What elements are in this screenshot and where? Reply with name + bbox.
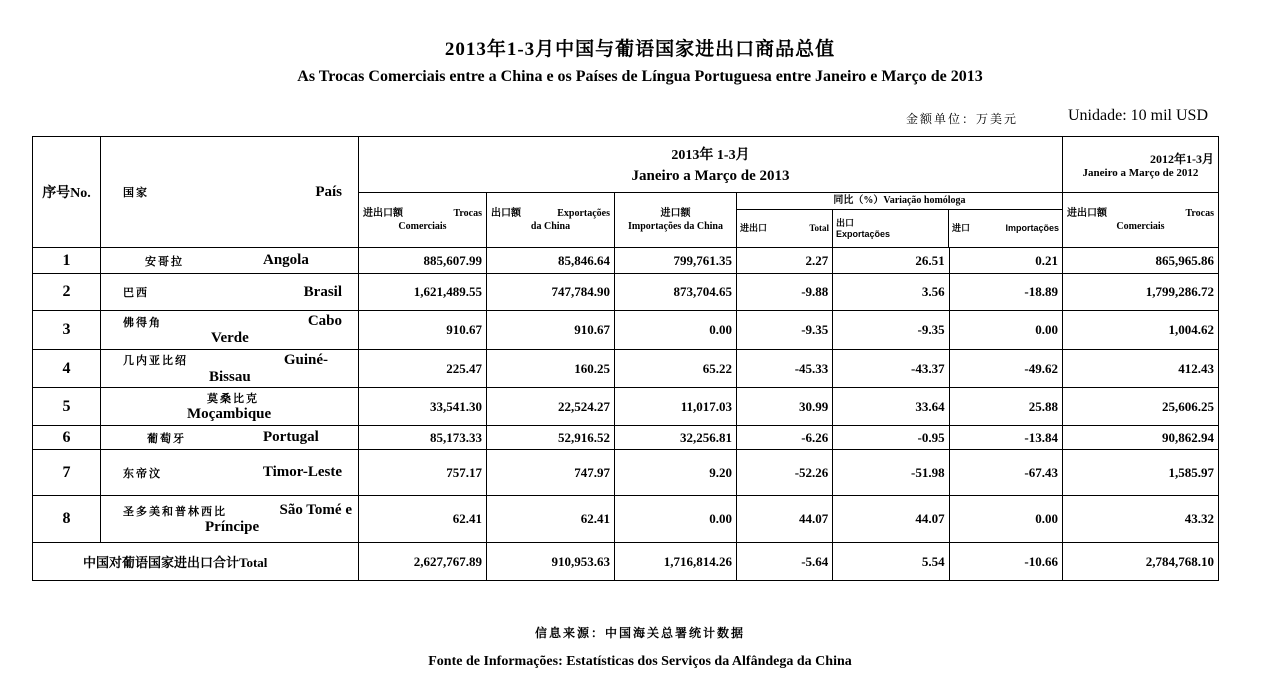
cell-trade: 62.41 [359,496,487,543]
cell-var-import: -18.89 [949,274,1062,311]
cell-var-total: 2.27 [737,248,833,274]
header-trade [359,193,487,248]
header-country-cn: 国家 [123,187,149,199]
table-row [33,311,1219,350]
cell-import: 873,704.65 [615,274,737,311]
header-import-pt: Importações da China [627,221,723,232]
header-export-pt-2: da China [530,221,571,232]
country-pt: Timor-Leste [262,464,342,480]
cell-import: 9.20 [615,450,737,496]
country-pt-2: Bissau [209,368,251,385]
cell-var-export: -43.37 [833,350,949,388]
table-row [33,350,1219,388]
cell-trade-2012: 43.32 [1063,496,1219,543]
row-country [101,388,359,426]
country-cn: 几内亚比绍 [123,355,188,367]
header-var-import-cn: 进口 [952,223,971,233]
cell-trade: 85,173.33 [359,426,487,450]
cell-var-export: 44.07 [833,496,949,543]
title-chinese: 2013年1-3月中国与葡语国家进出口商品总值 [444,39,836,60]
row-no: 5 [33,388,101,426]
cell-var-export: 26.51 [833,248,949,274]
country-pt: Moçambique [187,406,272,422]
header-import-cn: 进口额 [660,208,691,219]
row-country [101,350,359,388]
cell-trade: 910.67 [359,311,487,350]
country-pt-2: Príncipe [205,519,260,535]
row-country [101,496,359,543]
header-trade2012-pt-1: Trocas [1185,208,1214,219]
cell-import: 11,017.03 [615,388,737,426]
country-cn: 巴西 [123,287,149,299]
header-no-label: 序号No. [42,186,91,201]
total-var-import: -10.66 [949,543,1062,581]
title-portuguese: As Trocas Comerciais entre a China e os Países de Língua Portuguesa entre Janeiro e Março de 2013 [297,68,983,85]
cell-var-import: -49.62 [949,350,1062,388]
cell-var-import: 0.00 [949,311,1062,350]
header-var-total-cn: 进出口 [740,223,768,233]
country-pt: Angola [263,252,309,268]
total-var-export: 5.54 [833,543,949,581]
header-var-import-pt: Importações [1005,223,1059,233]
cell-var-import: 25.88 [949,388,1062,426]
header-trade-pt-2: Comerciais [398,221,447,232]
table-row [33,426,1219,450]
header-import [615,193,737,248]
row-no: 1 [33,248,101,274]
cell-trade-2012: 90,862.94 [1063,426,1219,450]
header-country [101,137,359,248]
cell-trade-2012: 1,004.62 [1063,311,1219,350]
header-country-pt: País [315,183,342,200]
row-no: 2 [33,274,101,311]
country-pt: Guiné- [283,351,328,368]
header-no [33,137,101,248]
country-cn: 东帝汶 [123,467,162,480]
row-no: 3 [33,311,101,350]
row-no: 6 [33,426,101,450]
cell-var-export: -9.35 [833,311,949,350]
cell-var-total: -6.26 [737,426,833,450]
cell-trade: 1,621,489.55 [359,274,487,311]
cell-trade-2012: 25,606.25 [1063,388,1219,426]
total-label [33,543,359,581]
cell-import: 65.22 [615,350,737,388]
row-country [101,311,359,350]
header-export-pt-1: Exportações [557,208,610,219]
header-trade2012-pt-2: Comerciais [1116,221,1165,232]
header-export [487,193,615,248]
row-no: 8 [33,496,101,543]
unit-chinese: 金额单位：万美元 [906,112,1019,126]
country-cn: 佛得角 [123,316,162,329]
total-label-text: 中国对葡语国家进出口合计Total [83,555,268,570]
header-period-2012 [1063,137,1219,193]
cell-trade: 885,607.99 [359,248,487,274]
cell-import: 32,256.81 [615,426,737,450]
cell-var-import: 0.21 [949,248,1062,274]
header-var-total-pt: Total [809,223,829,233]
cell-var-import: -67.43 [949,450,1062,496]
country-cn: 圣多美和普林西比 [123,505,227,518]
cell-trade: 757.17 [359,450,487,496]
row-country [101,274,359,311]
cell-trade: 33,541.30 [359,388,487,426]
cell-trade-2012: 412.43 [1063,350,1219,388]
period-2013-cn: 2013年 1-3月 [671,148,750,163]
country-pt: Portugal [263,429,319,445]
table-row [33,388,1219,426]
row-no: 7 [33,450,101,496]
country-pt: Cabo [307,313,342,329]
country-cn: 葡萄牙 [147,432,186,445]
total-export: 910,953.63 [487,543,615,581]
cell-export: 62.41 [487,496,615,543]
cell-var-export: 33.64 [833,388,949,426]
cell-var-total: -9.35 [737,311,833,350]
header-var-total [737,210,833,247]
trade-table [32,136,1219,581]
cell-export: 910.67 [487,311,615,350]
row-country [101,450,359,496]
period-2012-pt: Janeiro a Março de 2012 [1082,167,1199,179]
cell-var-total: -52.26 [737,450,833,496]
cell-trade-2012: 865,965.86 [1063,248,1219,274]
source-chinese: 信息来源：中国海关总署统计数据 [534,626,745,640]
row-country [101,426,359,450]
header-export-cn: 出口额 [491,208,521,219]
country-cn: 安哥拉 [145,255,184,268]
unit-english: Unidade: 10 mil USD [1068,107,1208,124]
cell-var-export: -51.98 [833,450,949,496]
source-portuguese: Fonte de Informações: Estatísticas dos Serviços da Alfândega da China [428,654,852,669]
total-trade: 2,627,767.89 [359,543,487,581]
country-cn: 莫桑比克 [207,393,259,405]
cell-export: 22,524.27 [487,388,615,426]
table-row [33,274,1219,311]
header-period-2013 [359,137,1063,193]
cell-export: 85,846.64 [487,248,615,274]
total-var-total: -5.64 [737,543,833,581]
cell-trade: 225.47 [359,350,487,388]
period-2013-pt: Janeiro a Março de 2013 [631,168,790,184]
cell-var-total: -45.33 [737,350,833,388]
period-2012-cn: 2012年1-3月 [1150,152,1214,166]
cell-trade-2012: 1,799,286.72 [1063,274,1219,311]
cell-var-export: -0.95 [833,426,949,450]
cell-export: 747,784.90 [487,274,615,311]
header-var-export-pt: Exportações [836,229,891,239]
header-trade-cn: 进出口额 [363,208,403,219]
row-country [101,248,359,274]
country-pt: Brasil [303,283,342,300]
cell-import: 0.00 [615,311,737,350]
cell-import: 799,761.35 [615,248,737,274]
cell-var-total: -9.88 [737,274,833,311]
cell-trade-2012: 1,585.97 [1063,450,1219,496]
row-no: 4 [33,350,101,388]
cell-var-total: 44.07 [737,496,833,543]
header-trade2012-cn: 进出口额 [1067,208,1107,219]
header-var-import [949,210,1062,247]
total-trade-2012: 2,784,768.10 [1063,543,1219,581]
cell-var-export: 3.56 [833,274,949,311]
table-row [33,496,1219,543]
total-row [33,543,1219,581]
header-variation-label: 同比（%）Variação homóloga [737,193,1062,210]
header-var-export-cn: 出口 [836,218,855,228]
cell-var-import: -13.84 [949,426,1062,450]
table-row [33,248,1219,274]
header-trade-2012 [1063,193,1219,248]
cell-export: 747.97 [487,450,615,496]
header-var-export [833,210,949,247]
country-pt: São Tomé e [279,502,352,518]
cell-export: 160.25 [487,350,615,388]
country-pt-2: Verde [211,330,249,346]
cell-var-total: 30.99 [737,388,833,426]
total-import: 1,716,814.26 [615,543,737,581]
cell-var-import: 0.00 [949,496,1062,543]
header-trade-pt-1: Trocas [453,208,482,219]
cell-import: 0.00 [615,496,737,543]
cell-export: 52,916.52 [487,426,615,450]
table-row [33,450,1219,496]
header-variation [737,193,1063,248]
